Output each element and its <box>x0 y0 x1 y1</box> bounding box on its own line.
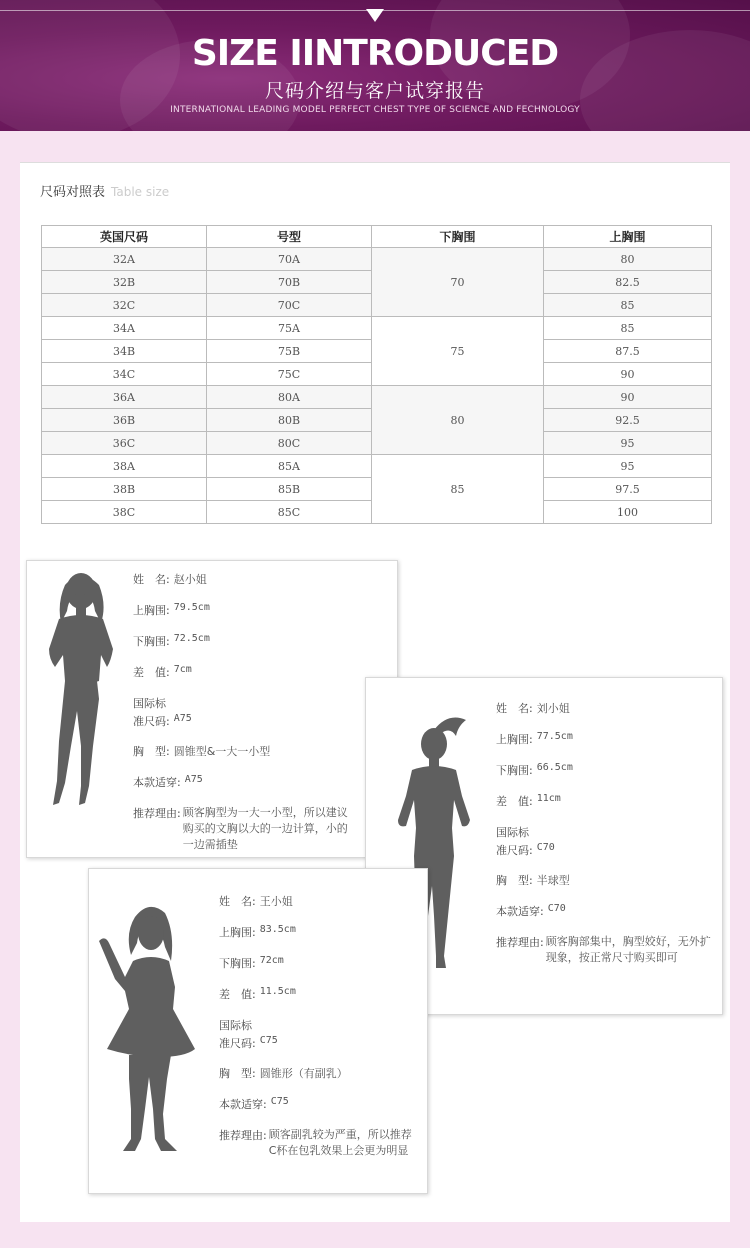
fit-size-value: C75 <box>270 1096 289 1107</box>
column-header: 下胸围 <box>372 226 544 248</box>
page-title: SIZE IINTRODUCED <box>191 33 559 74</box>
under-bust-cell: 85 <box>372 455 544 524</box>
table-header-row <box>42 226 712 248</box>
under-bust-label: 下胸围: <box>133 635 170 648</box>
under-bust-cell: 80 <box>372 386 544 455</box>
name-label: 姓 名: <box>219 895 256 908</box>
over-bust-cell: 92.5 <box>544 409 712 432</box>
uk-size-cell: 32A <box>42 248 207 271</box>
intl-size-label: 国际标 <box>219 1019 252 1032</box>
over-bust-cell: 87.5 <box>544 340 712 363</box>
breast-type-value: 圆锥形（有副乳） <box>259 1067 348 1080</box>
over-bust-cell: 95 <box>544 432 712 455</box>
under-bust-label: 下胸围: <box>219 957 256 970</box>
header-banner <box>0 0 750 131</box>
breast-type-value: 圆锥型&一大一小型 <box>173 745 271 758</box>
over-bust-value: 79.5cm <box>173 602 210 613</box>
table-row <box>42 317 712 340</box>
size-code-cell: 80B <box>207 409 372 432</box>
fit-size-label: 本款适穿: <box>133 776 181 789</box>
over-bust-cell: 90 <box>544 386 712 409</box>
over-bust-cell: 95 <box>544 455 712 478</box>
uk-size-cell: 36B <box>42 409 207 432</box>
uk-size-cell: 32C <box>42 294 207 317</box>
column-header: 上胸围 <box>544 226 712 248</box>
woman-silhouette-icon <box>95 899 205 1159</box>
intl-size-label: 国际标 <box>133 697 166 710</box>
uk-size-cell: 34C <box>42 363 207 386</box>
customer-name: 刘小姐 <box>536 702 570 715</box>
reason-text: 顾客胸部集中，胸型姣好，无外扩现象，按正常尺寸购买即可 <box>545 935 711 964</box>
page-tagline: INTERNATIONAL LEADING MODEL PERFECT CHEST TYPE OF SCIENCE AND FECHNOLOGY <box>170 105 580 115</box>
over-bust-cell: 80 <box>544 248 712 271</box>
difference-label: 差 值: <box>133 666 170 679</box>
size-code-cell: 80C <box>207 432 372 455</box>
fit-size-value: C70 <box>547 903 566 914</box>
difference-value: 11.5cm <box>259 986 296 997</box>
size-table <box>41 225 712 524</box>
size-code-cell: 75A <box>207 317 372 340</box>
size-chart-heading <box>40 181 169 200</box>
column-header: 英国尺码 <box>42 226 207 248</box>
column-header: 号型 <box>207 226 372 248</box>
over-bust-cell: 90 <box>544 363 712 386</box>
uk-size-cell: 36A <box>42 386 207 409</box>
difference-label: 差 值: <box>219 988 256 1001</box>
reason-text: 顾客胸型为一大一小型，所以建议购买的文胸以大的一边计算，小的一边需插垫 <box>182 806 348 851</box>
size-code-cell: 70C <box>207 294 372 317</box>
intl-size-label: 国际标 <box>496 826 529 839</box>
breast-type-label: 胸 型: <box>133 745 170 758</box>
uk-size-cell: 32B <box>42 271 207 294</box>
under-bust-cell: 70 <box>372 248 544 317</box>
breast-type-label: 胸 型: <box>219 1067 256 1080</box>
difference-value: 7cm <box>173 664 192 675</box>
breast-type-value: 半球型 <box>536 874 570 887</box>
uk-size-cell: 34B <box>42 340 207 363</box>
table-row <box>42 386 712 409</box>
triangle-down-icon <box>366 9 384 22</box>
over-bust-cell: 97.5 <box>544 478 712 501</box>
under-bust-label: 下胸围: <box>496 764 533 777</box>
breast-type-label: 胸 型: <box>496 874 533 887</box>
size-code-cell: 85B <box>207 478 372 501</box>
page-subtitle-cn: 尺码介绍与客户试穿报告 <box>264 80 485 102</box>
size-code-cell: 80A <box>207 386 372 409</box>
table-row <box>42 248 712 271</box>
size-code-cell: 85C <box>207 501 372 524</box>
reason-label: 推荐理由: <box>219 1129 267 1142</box>
fit-size-label: 本款适穿: <box>219 1098 267 1111</box>
over-bust-cell: 100 <box>544 501 712 524</box>
over-bust-label: 上胸围: <box>133 604 170 617</box>
uk-size-cell: 34A <box>42 317 207 340</box>
reason-label: 推荐理由: <box>133 807 181 820</box>
intl-size-value: C70 <box>536 842 555 853</box>
difference-value: 11cm <box>536 793 561 804</box>
size-chart-heading-cn: 尺码对照表 <box>40 185 106 200</box>
over-bust-value: 83.5cm <box>259 924 296 935</box>
over-bust-label: 上胸围: <box>219 926 256 939</box>
customer-card <box>88 868 428 1194</box>
table-row <box>42 455 712 478</box>
customer-card <box>26 560 398 858</box>
under-bust-value: 66.5cm <box>536 762 573 773</box>
size-code-cell: 70A <box>207 248 372 271</box>
over-bust-label: 上胸围: <box>496 733 533 746</box>
customer-name: 赵小姐 <box>173 573 207 586</box>
customer-name: 王小姐 <box>259 895 293 908</box>
under-bust-cell: 75 <box>372 317 544 386</box>
woman-silhouette-icon <box>41 571 121 811</box>
uk-size-cell: 38C <box>42 501 207 524</box>
name-label: 姓 名: <box>496 702 533 715</box>
under-bust-value: 72cm <box>259 955 284 966</box>
under-bust-value: 72.5cm <box>173 633 210 644</box>
uk-size-cell: 38B <box>42 478 207 501</box>
size-chart-heading-en: Table size <box>111 185 170 199</box>
size-code-cell: 85A <box>207 455 372 478</box>
reason-label: 推荐理由: <box>496 936 544 949</box>
intl-size-label: 准尺码: <box>133 715 170 728</box>
over-bust-cell: 82.5 <box>544 271 712 294</box>
over-bust-cell: 85 <box>544 294 712 317</box>
fit-size-value: A75 <box>184 774 203 785</box>
reason-text: 顾客副乳较为严重，所以推荐C杯在包乳效果上会更为明显 <box>268 1128 412 1157</box>
over-bust-value: 77.5cm <box>536 731 573 742</box>
size-code-cell: 70B <box>207 271 372 294</box>
size-code-cell: 75B <box>207 340 372 363</box>
intl-size-label: 准尺码: <box>496 844 533 857</box>
size-code-cell: 75C <box>207 363 372 386</box>
intl-size-label: 准尺码: <box>219 1037 256 1050</box>
name-label: 姓 名: <box>133 573 170 586</box>
intl-size-value: C75 <box>259 1035 278 1046</box>
intl-size-value: A75 <box>173 713 192 724</box>
over-bust-cell: 85 <box>544 317 712 340</box>
difference-label: 差 值: <box>496 795 533 808</box>
uk-size-cell: 38A <box>42 455 207 478</box>
uk-size-cell: 36C <box>42 432 207 455</box>
fit-size-label: 本款适穿: <box>496 905 544 918</box>
